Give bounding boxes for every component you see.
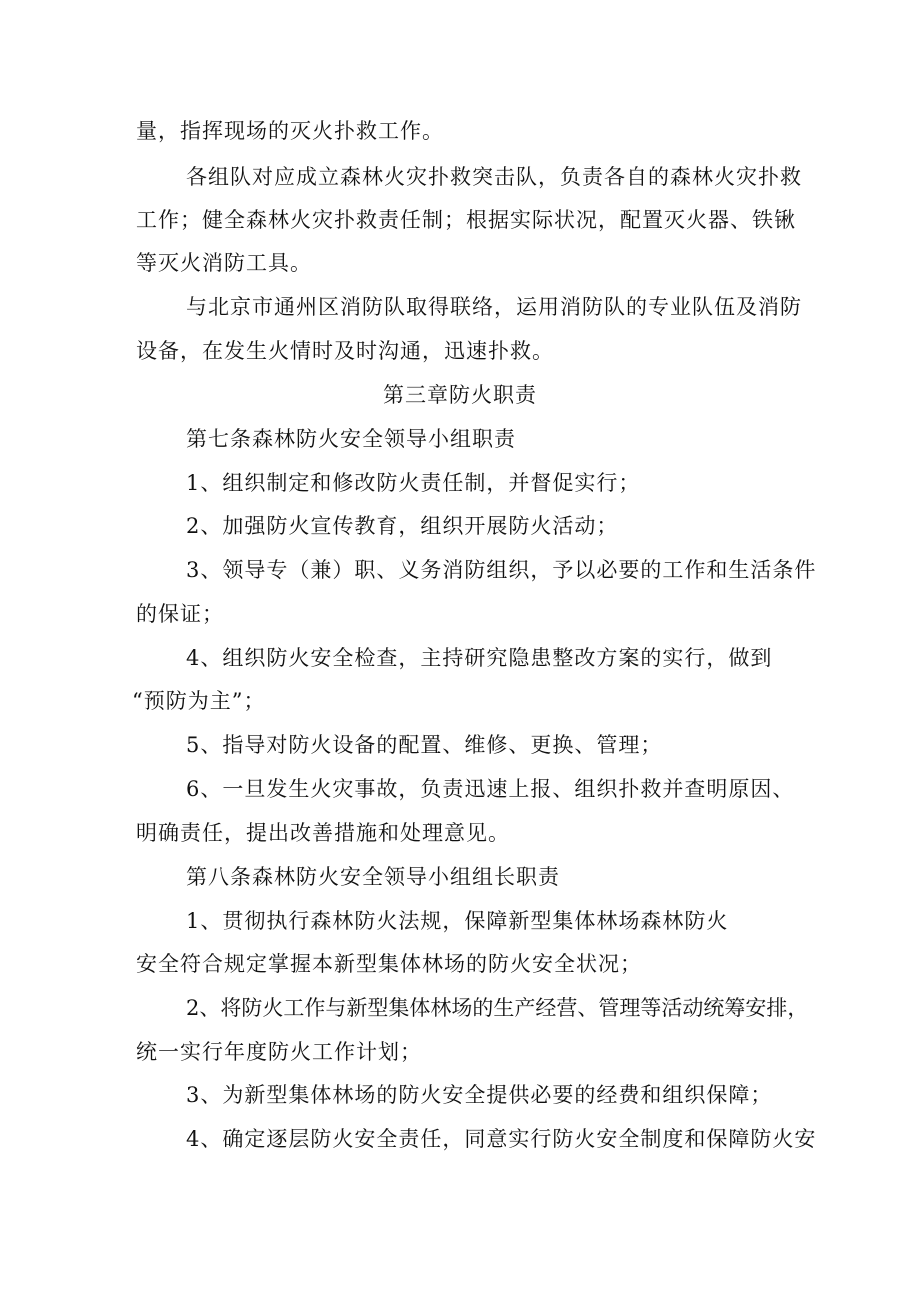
- text-line-content: 的保证；: [136, 602, 224, 626]
- text-line-content: 工作；健全森林火灾扑救责任制；根据实际状况，配置灭火器、铁锹: [136, 208, 796, 232]
- text-line-content: 统一实行年度防火工作计划；: [136, 1040, 422, 1064]
- list-item: [0, 993, 920, 1023]
- text-line-content: 6、一旦发生火灾事故，负责迅速上报、组织扑救并查明原因、: [186, 777, 795, 801]
- text-line-content: “预防为主”；: [132, 689, 266, 713]
- text-line: [0, 205, 920, 235]
- text-line: [0, 336, 920, 366]
- list-item: [0, 774, 920, 804]
- text-line-content: 3、领导专（兼）职、义务消防组织，予以必要的工作和生活条件: [186, 558, 817, 582]
- text-line-content: 3、为新型集体林场的防火安全提供必要的经费和组织保障；: [186, 1083, 773, 1107]
- text-line-content: 1、组织制定和修改防火责任制，并督促实行；: [186, 471, 641, 495]
- text-line-content: 量，指挥现场的灭火扑救工作。: [136, 119, 444, 143]
- text-line: [0, 599, 920, 629]
- paragraph-start-line: [0, 162, 920, 192]
- text-line-content: 4、确定逐层防火安全责任，同意实行防火安全制度和保障防火安: [186, 1127, 817, 1151]
- text-line-content: 等灭火消防工具。: [136, 251, 312, 275]
- text-line-content: 安全符合规定掌握本新型集体林场的防火安全状况；: [136, 952, 642, 976]
- text-line-content: 设备，在发生火情时及时沟通，迅速扑救。: [136, 339, 554, 363]
- text-line: [0, 949, 920, 979]
- article-heading-text: 第七条森林防火安全领导小组职责: [186, 427, 516, 451]
- list-item: [0, 643, 920, 673]
- text-line-content: 明确责任，提出改善措施和处理意见。: [136, 821, 510, 845]
- text-line-content: 2、加强防火宣传教育，组织开展防火活动；: [186, 514, 619, 538]
- text-line: [0, 116, 920, 146]
- article-heading: [0, 424, 920, 454]
- chapter-heading-text: 第三章防火职责: [383, 383, 537, 407]
- text-line-content: 4、组织防火安全检查，主持研究隐患整改方案的实行，做到: [186, 646, 773, 670]
- list-item: [0, 906, 920, 936]
- article-heading: [0, 862, 920, 892]
- text-line-content: 5、指导对防火设备的配置、维修、更换、管理；: [186, 733, 663, 757]
- text-line-content: 2、将防火工作与新型集体林场的生产经营、管理等活动统筹安排，: [186, 996, 809, 1020]
- article-heading-text: 第八条森林防火安全领导小组组长职责: [186, 865, 560, 889]
- list-item: [0, 511, 920, 541]
- list-item: [0, 1080, 920, 1110]
- text-line: [0, 1037, 920, 1067]
- text-line-content: 1、贯彻执行森林防火法规，保障新型集体林场森林防火: [186, 909, 729, 933]
- text-line-content: 各组队对应成立森林火灾扑救突击队，负责各自的森林火灾扑救: [186, 165, 802, 189]
- chapter-heading: [0, 380, 920, 410]
- text-line: [0, 248, 920, 278]
- text-line: [0, 686, 920, 716]
- list-item: [0, 468, 920, 498]
- list-item: [0, 730, 920, 760]
- list-item: [0, 555, 920, 585]
- paragraph-start-line: [0, 292, 920, 322]
- text-line-content: 与北京市通州区消防队取得联络，运用消防队的专业队伍及消防: [186, 295, 802, 319]
- text-line: [0, 818, 920, 848]
- list-item: [0, 1124, 920, 1154]
